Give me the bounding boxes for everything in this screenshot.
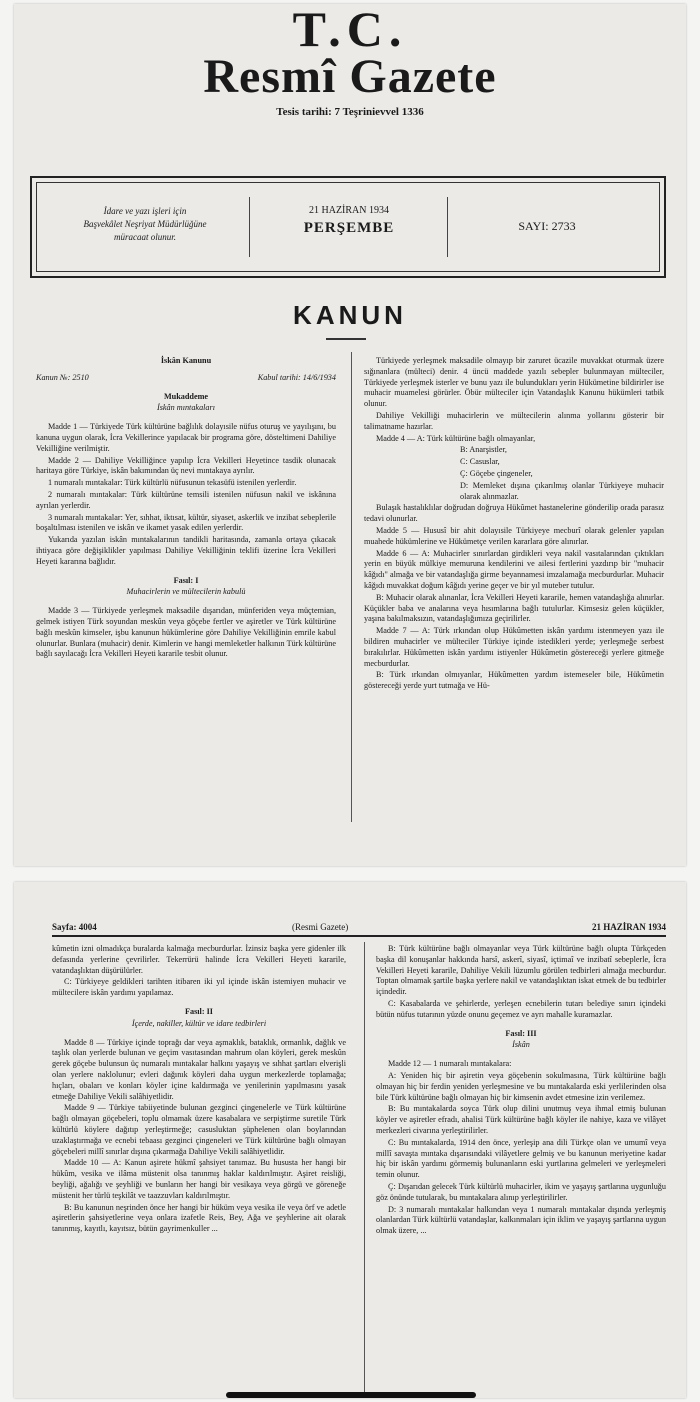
page2-left-column <box>52 944 346 1236</box>
issue-number: SAYI: 2733 <box>518 219 576 233</box>
column-divider <box>364 942 365 1392</box>
article-4-item-d: D: Memleket dışına çıkarılmış olanlar Türkiyeye muhacir olarak alınmazlar. <box>460 480 664 501</box>
header-date: 21 HAZİRAN 1934 <box>591 922 666 932</box>
issue-info-box <box>30 176 666 278</box>
zone-1-definition: 1 numaralı mıntakalar: Türk kültürlü nüfusunun tekasüfü istenilen yerlerdir. <box>48 478 297 488</box>
article-12: Madde 12 — 1 numaralı mıntakalara: <box>388 1059 512 1069</box>
column-divider <box>351 352 352 822</box>
founding-date: Tesis tarihi: 7 Teşrinievvel 1336 <box>276 106 424 118</box>
section-heading: KANUN <box>293 300 407 330</box>
law-number-line <box>36 373 336 384</box>
page1-right-column <box>364 356 664 693</box>
gazette-page-1 <box>14 4 686 866</box>
article-10: Madde 10 — A: Kanun aşirete hükmî şahsiyet tanımaz. Bu hususta her hangi bir hükûm, vesika ve ilâma müstenit olsa tanınmış haklar kaldırılmıştır. Aşiret reisliği, beyliği, ağalığı ve şeyhliği ve bunların her hangi bir vesikaya veya görgü ve göreneğe müstenit her türlü teşkilât ve taazzuvları kaldırılmıştır. <box>52 1158 346 1200</box>
issue-day: PERŞEMBE <box>303 220 395 236</box>
issue-date-block <box>259 205 439 237</box>
issue-info-inner-border <box>36 182 660 272</box>
article-12-item-a: A: Yeniden hiç bir aşiretin veya göçebenin sokulmasına, Türk kültürüne bağlı olmayan hiç bir ferdin yeniden yerleşmesine ve bu mıntakalarda eski yerlilerinden olsa bile Türk kültürüne bağlı olmayan hiç bir kimsenin avdet etmesine izin verilemez. <box>376 1070 666 1102</box>
article-4-item-c: C: Casuslar, <box>460 457 500 467</box>
refugee-definition: Türkiyede yerleşmek maksadile olmayıp bir zaruret ücazile muvakkat oturmak üzere sığınanlara (mülteci) denir. 4 üncü maddede yazılı sebepler bulunmayan mülteciler, Türkiyede yerleşmek isterler ve bunu yazı ile bulundukları yerin Hükümetine bildirirler ise muhacir muamelesi görürler. Öbür mülteciler için Vatandaşlık Kanunu hükümleri tatbik olunur. <box>364 356 664 409</box>
page1-left-column <box>36 356 336 661</box>
article-7-continued: kûmetin izni olmadıkça buralarda kalmağa mecburdurlar. İzinsiz başka yere gidenler ilk defasında yerlerine çevrilirler. Tekerrürü halinde İcra Vekilleri Heyeti kararile, vatandaşlıktan düşürülürler. <box>52 944 346 975</box>
acceptance-date: Kabul tarihi: 14/6/1934 <box>257 372 336 382</box>
chapter-3-heading: Fasıl: III <box>505 1028 537 1038</box>
home-indicator-bar[interactable] <box>226 1392 476 1398</box>
article-12-item-d: D: 3 numaralı mıntakalar halkından veya 1 numaralı mıntakalar dışında yerleşmiş olanlardan Türk kültürlü vatandaşlar, kalkınmaları için iklim ve yaşayış şartlarına uygun olmak üzere, ... <box>376 1204 666 1236</box>
article-4: Madde 4 — A: Türk kültürüne bağlı olmayanlar, <box>376 433 536 443</box>
issue-date: 21 HAZİRAN 1934 <box>309 205 389 216</box>
masthead <box>14 4 686 118</box>
article-3: Madde 3 — Türkiyede yerleşmek maksadile dışarıdan, münferiden veya müçtemian, gelmek istiyen Türk soyundan meskûn veya göçebe fertler ve aşiretler ve Türk kültürüne bağlı meskûn kimseler, işbu kanunun hükümlerine göre Dahiliye Vekilliğinin emrile kabul olunurlar. Bunlara (muhacir) denir. Kimlerin ve hangi memleketler halkının Türk kültürüne bağlı sayılacağı İcra Vekilleri Heyeti kararile tesbit olunur. <box>36 606 336 659</box>
contagious-disease-paragraph: Bulaşık hastalıklılar doğrudan doğruya Hükûmet hastanelerine gönderilip orada parasız tedavi olunurlar. <box>364 503 664 524</box>
chapter-3-subheading: İskân <box>512 1040 530 1050</box>
article-7-item-b: B: Türk ırkından olmıyanlar, Hükûmetten yardım istemeseler bile, Hükûmetin göstereceği yerde yurt tutmağa ve Hü- <box>364 670 664 691</box>
preamble-subheading: İskân mıntakaları <box>157 403 215 413</box>
admin-note-line-2: Başvekâlet Neşriyat Müdürlüğüne <box>83 219 207 229</box>
article-7: Madde 7 — A: Türk ırkından olup Hükûmetten iskân yardımı istenmeyen yazı ile bildiren muhacirler ve mülteciler Türkiye içinde istedikleri yerde; yerleşmeğe serbest bırakılırlar. Hükûmetten iskân yardımı istiyenler Hükûmetin göstereceği yerlere gitmeğe mecburdurlar. <box>364 626 664 668</box>
page2-right-column <box>376 944 666 1238</box>
article-7-item-c: C: Türkiyeye geldikleri tarihten itibaren iki yıl içinde iskân istemiyen muhacir ve mültecilere iskân yardımı yapılamaz. <box>52 977 346 998</box>
article-10-item-b: B: Bu kanunun neşrinden önce her hangi bir hüküm veya vesika ile veya örf ve adetle aşiretlerin şahsiyetlerine veya onlara izafetle Reis, Bey, Ağa ve şeyhlerine ait olarak tanınmış, kayıtlı, kayıtsız, bütün gayrimenkuller ... <box>52 1202 346 1234</box>
zone-2-definition: 2 numaralı mıntakalar: Türk kültürüne temsili istenilen nüfusun nakil ve iskânına ayrılan yerlerdir. <box>36 489 336 510</box>
chapter-2-heading: Fasıl: II <box>185 1006 213 1016</box>
chapter-1-subheading: Muhacirlerin ve mültecilerin kabulü <box>126 587 246 597</box>
page-number: Sayfa: 4004 <box>52 922 97 932</box>
article-6-item-b: B: Muhacir olarak alınanlar, İcra Vekilleri Heyeti kararile, hemen vatandaşlığa alınırlar. Küçükler baba ve analarına veya hısımlarına bağlı tutulurlar. Kimsesiz gelen küçükler, yaşına bakılmaksızın, vatandaşlığımıza geçirilirler. <box>364 592 664 624</box>
article-4-item-b: B: Anarşistler, <box>460 445 507 455</box>
masthead-tc: T.C. <box>292 4 408 57</box>
info-divider <box>447 197 448 257</box>
zones-map-paragraph: Yukarıda yazılan iskân mıntakalarının tandikli haritasında, zamanla ortaya çıkacak ihtiyaca göre değişiklikler yapılması Dahiliye Vekilliğinin teklifi üzerine İcra Vekilleri Heyeti kararına bağlıdır. <box>36 535 336 566</box>
info-divider <box>249 197 250 257</box>
admin-note-line-1: İdare ve yazı işleri için <box>103 206 187 216</box>
chapter-2-subheading: İçerde, nakiller, kültür ve idare tedbirleri <box>131 1018 267 1028</box>
law-number: Kanun №: 2510 <box>36 372 89 382</box>
article-4-item-cc: Ç: Göçebe çingeneler, <box>460 468 533 478</box>
gazette-page-2 <box>14 882 686 1398</box>
heading-rule <box>326 338 366 340</box>
article-12-item-cc: Ç: Dışarıdan gelecek Türk kültürlü muhacirler, ikim ve yaşayış şartlarına uygunluğu göz önünde tutularak, bu mıntakalara alınıp yerleştirilirler. <box>376 1181 666 1202</box>
zone-3-definition: 3 numaralı mıntakalar: Yer, sıhhat, iktısat, kültür, siyaset, askerlik ve inzibat sebeplerile boşaltılması istenilen ve iskân ve ikamet yasak edilen yerlerdir. <box>36 512 336 533</box>
article-11-item-c: C: Kasabalarda ve şehirlerde, yerleşen ecnebilerin tutarı belediye sınırı içindeki bütün nüfus tutarının yüzde onunu geçemez ve ayrı mahalle kuramazlar. <box>376 998 666 1019</box>
masthead-title: Resmî Gazete <box>203 50 497 103</box>
article-9: Madde 9 — Türkiye tabiiyetinde bulunan gezginci çingenelerle ve Türk kültürüne bağlı olmayan göçebeleri, toplu olmamak üzere kasabalara ve serpiştirme suretile Türk kültürlü köylere dağıtıp yerleştirmeğe; casusluktan şüphelenen olan boylarından uzaklaştırmağa ve ecnebi tebaası gezginci çingeneleri ve Türk kültürüne bağlı olmayan göçebeleri millî sınırlar dışına çıkarmağa Dahiliye Vekili salâhiyetlidir. <box>52 1103 346 1156</box>
article-2: Madde 2 — Dahiliye Vekilliğince yapılıp İcra Vekilleri Heyetince tasdik olunacak haritaya göre Türkiye, iskân bakımından üç nevi mıntakaya ayrılır. <box>36 455 336 476</box>
law-title: İskân Kanunu <box>160 356 212 365</box>
article-5: Madde 5 — Hususî bir ahit dolayısile Türkiyeye mecburî olarak gelenler yapılan muahede hükümlerine ve Hükümetçe verilen kararlara göre alınırlar. <box>364 525 664 546</box>
header-rule <box>52 935 666 937</box>
article-1: Madde 1 — Türkiyede Türk kültürüne bağlılık dolayısile nüfus oturuş ve yayılışını, bu kanuna uygun olarak, İcra Vekillerince yapılacak bir programa göre, dösteltimeni Dahiliye Vekilliğine verilmiştir. <box>36 422 336 453</box>
article-6: Madde 6 — A: Muhacirler sınırlardan girdikleri veya nakil vasıtalarından çıktıkları yerin en büyük mülkiye memuruna kendilerini ve ailesi fertlerini yazdırıp bir "muhacir kâğıdı" almağa ve bir vatandaşlığa girme beyannamesi imzalamağa mecburdurlar. Muhacir kâğıdı muvakkat doğum kâğıdı yerine geçer ve bir yıl muteber tutulur. <box>364 548 664 590</box>
publication-name: (Resmi Gazete) <box>292 922 349 932</box>
admin-note-line-3: müracaat olunur. <box>113 232 176 242</box>
administration-note <box>45 205 245 244</box>
article-12-item-c: C: Bu mıntakalarda, 1914 den önce, yerleşip ana dili Türkçe olan ve umumî veya millî savaşta mıntaka dışarısındaki vilâyetlere gelmiş ve bu kanunun meriyetine kadar hiç bir iskân yardımı görmemiş bulunanların eski yurtlarına gelmeleri ve yerleşmeleri temin olunur. <box>376 1137 666 1180</box>
chapter-1-heading: Fasıl: I <box>173 575 199 585</box>
article-12-item-b: B: Bu mıntakalarda soyca Türk olup dilini unutmuş veya ihmal etmiş bulunan köyler ve aşiretler efradı, ahalisi Türk kültürüne bağlı köyler ile nahiye, kaza ve vilâyet merkezleri civarına yerleştirilirler. <box>376 1104 666 1135</box>
article-8: Madde 8 — Türkiye içinde toprağı dar veya aşmaklık, bataklık, ormanlık, dağlık ve taşlık olan yerlerde bulunan ve geçim vasıtasından mahrum olan köyleri, gerek meskûn gerek göçebe bulunsun üç numaralı mıntakalar halkını yaşayış ve sıhhat şartları elverişli olan yerlere naklolunur; evleri dağınık köyleri daha uygun merkezlerde toplamağa; hıçları, obaları ve konları köyler içine kaldırmağa ve yenilerinin yapılmasını yasak etmeğe Dahiliye Vekili salâhiyetlidir. <box>52 1037 346 1101</box>
preamble-heading: Mukaddeme <box>163 391 209 401</box>
ministry-regulation: Dahiliye Vekilliği muhacirlerin ve mültecilerin alınma yollarını gösterir bir talimatname hazırlar. <box>364 410 664 431</box>
article-11-item-b: B: Türk kültürüne bağlı olmayanlar veya Türk kültürüne bağlı olupta Türkçeden başka dil konuşanlar hakkında harsî, askerî, siyasî, içtimaî ve inzibatî sebeplerle, İcra Vekilleri Heyeti kararile, Dahiliye Vekili lüzumlu görülen tedbirleri almağa mecburdur. Toptan olmamak şartile başka yerlere nakil ve vatandaşlıktan iskat etmek de bu tedbirler içindedir. <box>376 944 666 997</box>
